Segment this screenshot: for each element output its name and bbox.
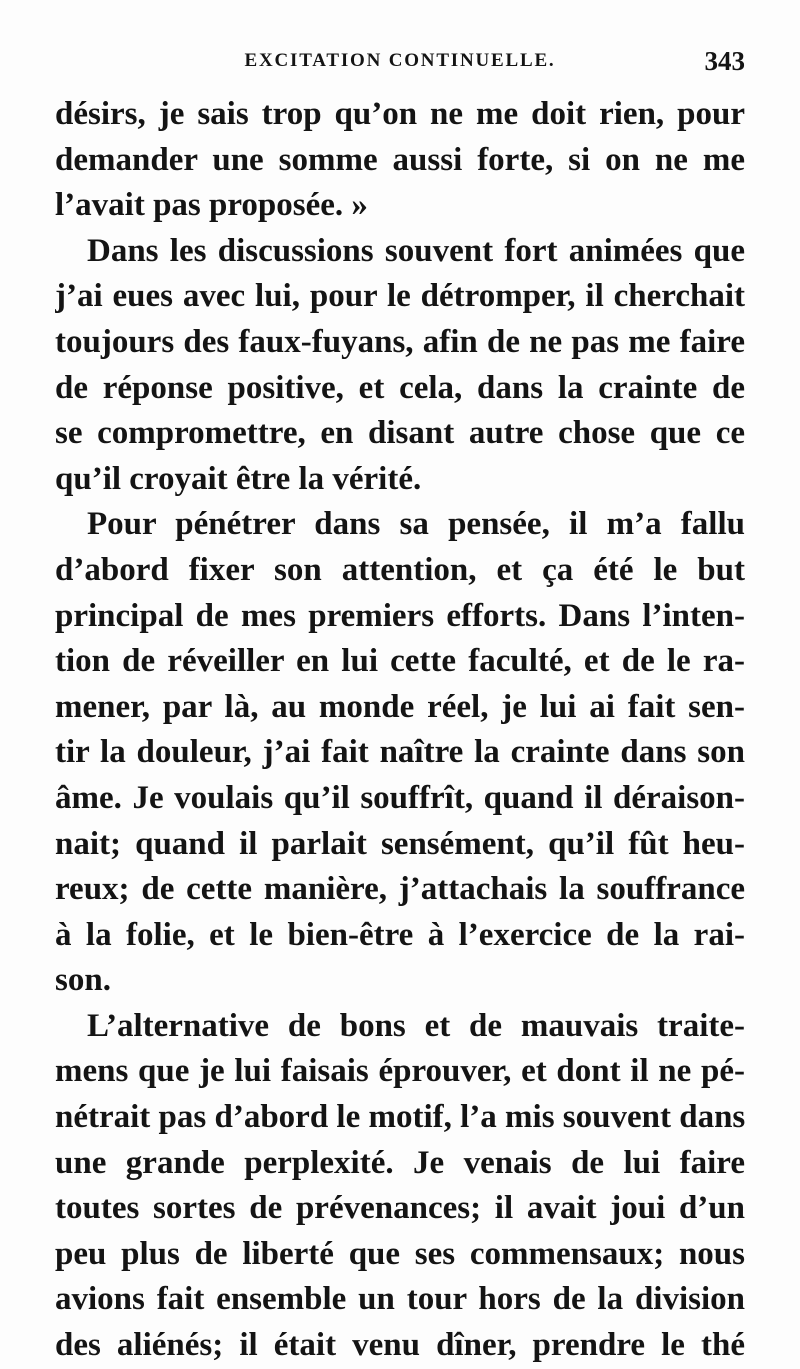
body-text <box>55 92 745 1369</box>
running-head: EXCITATION CONTINUELLE. <box>244 50 556 71</box>
text-line: âme. Je voulais qu’il souffrît, quand il déraison- <box>55 779 745 816</box>
text-line: tir la douleur, j’ai fait naître la crainte dans son <box>55 734 745 771</box>
text-line: tion de réveiller en lui cette faculté, et de le ra- <box>55 643 745 680</box>
text-line: son. <box>55 962 111 999</box>
text-line: toutes sortes de prévenances; il avait joui d’un <box>55 1190 745 1227</box>
text-line: Dans les discussions souvent fort animées que <box>87 232 745 269</box>
text-line: demander une somme aussi forte, si on ne me <box>55 141 745 178</box>
text-line: mens que je lui faisais éprouver, et dont il ne pé- <box>55 1053 745 1090</box>
page-number: 343 <box>704 46 745 76</box>
page-header <box>55 46 745 76</box>
text-line: toujours des faux-fuyans, afin de ne pas me faire <box>55 323 745 360</box>
text-line: des aliénés; il était venu dîner, prendre le thé <box>55 1327 745 1364</box>
text-line: nétrait pas d’abord le motif, l’a mis souvent dans <box>55 1099 745 1136</box>
text-line: l’avait pas proposée. » <box>55 187 368 224</box>
text-line: avions fait ensemble un tour hors de la division <box>55 1281 745 1318</box>
text-line: se compromettre, en disant autre chose que ce <box>55 415 745 452</box>
text-line: peu plus de liberté que ses commensaux; nous <box>55 1235 745 1272</box>
text-line: reux; de cette manière, j’attachais la souffrance <box>55 871 745 908</box>
text-line: Pour pénétrer dans sa pensée, il m’a fallu <box>87 506 745 543</box>
text-line: principal de mes premiers efforts. Dans l’inten- <box>55 597 745 634</box>
text-line: j’ai eues avec lui, pour le détromper, il cherchait <box>55 278 745 315</box>
text-line: désirs, je sais trop qu’on ne me doit rien, pour <box>55 96 745 132</box>
text-line: L’alternative de bons et de mauvais traite- <box>87 1007 745 1044</box>
text-line: à la folie, et le bien-être à l’exercice de la rai- <box>55 916 745 953</box>
text-line: mener, par là, au monde réel, je lui ai fait sen- <box>55 688 745 725</box>
text-line: nait; quand il parlait sensément, qu’il fût heu- <box>55 825 745 862</box>
text-line: qu’il croyait être la vérité. <box>55 460 422 497</box>
text-line: une grande perplexité. Je venais de lui faire <box>55 1144 745 1181</box>
text-line: d’abord fixer son attention, et ça été le but <box>55 551 745 588</box>
text-line: de réponse positive, et cela, dans la crainte de <box>55 369 745 406</box>
